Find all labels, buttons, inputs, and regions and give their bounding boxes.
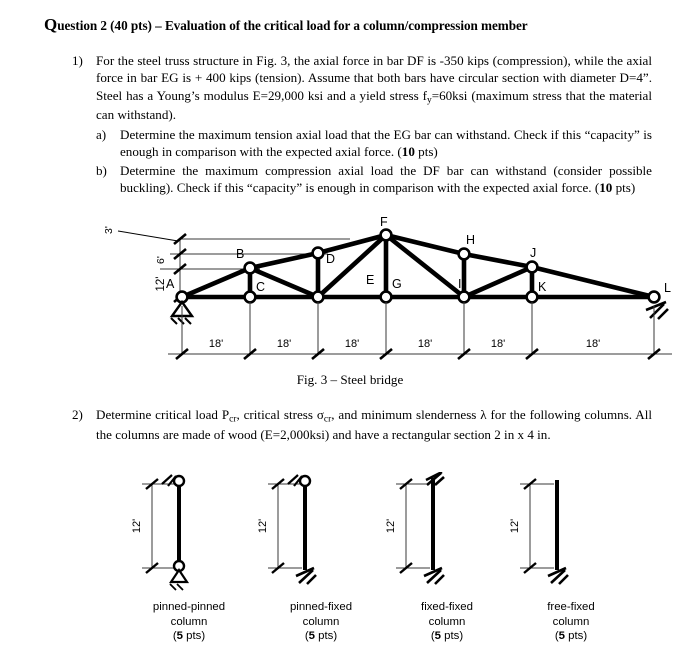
column-caption-row bbox=[0, 600, 700, 660]
span-dim-1: 18' bbox=[276, 338, 292, 350]
subscript-y: y bbox=[426, 94, 432, 105]
item-a-text-a: Determine the maximum tension axial load that the EG bar can withstand. Check if this “capacity” is enough in comparison with the expected axial force. ( bbox=[120, 127, 652, 160]
column-0-dim-label: 12' bbox=[131, 518, 143, 534]
subscript-cr-1: cr bbox=[229, 414, 237, 425]
title-dropcap: Q bbox=[44, 15, 58, 34]
column-caption-0 bbox=[114, 600, 264, 644]
column-2-dimension-line bbox=[396, 484, 430, 568]
node-label-B: B bbox=[236, 247, 245, 261]
dimension-leader-line bbox=[118, 231, 178, 241]
item-b-text-b: pts) bbox=[612, 180, 636, 196]
question-item-2 bbox=[72, 406, 652, 443]
item-b-points: 10 bbox=[599, 180, 613, 196]
node-label-I: I bbox=[458, 277, 462, 291]
item-1-text-b: =60ksi (maximum stress that the material can withstand). bbox=[96, 87, 652, 123]
column-1-name-line1: pinned-fixed bbox=[289, 601, 353, 613]
truss-vdim-1: 6' bbox=[155, 256, 167, 264]
column-diagrams bbox=[130, 472, 570, 597]
column-0-points-unit: pts) bbox=[182, 630, 206, 643]
fixed-support-l bbox=[646, 302, 668, 319]
node-label-A: A bbox=[166, 277, 175, 291]
column-diagram-fixed-fixed bbox=[385, 472, 444, 584]
column-0-bottom-hatch bbox=[170, 584, 183, 590]
column-1-dim-label: 12' bbox=[257, 518, 269, 534]
column-1-dimension-line bbox=[268, 484, 302, 568]
subscript-cr-2: cr bbox=[323, 414, 332, 425]
column-3-name-line2: column bbox=[552, 615, 590, 628]
node-label-H: H bbox=[466, 233, 476, 247]
span-dim-5: 18' bbox=[585, 338, 601, 350]
column-2-paren: ( bbox=[430, 630, 435, 643]
column-diagram-pinned-pinned bbox=[131, 475, 187, 590]
node-label-D: D bbox=[326, 252, 336, 266]
truss-vdim-0: 3' bbox=[103, 226, 115, 234]
question-item-1 bbox=[72, 52, 652, 124]
item-1-text-a: For the steel truss structure in Fig. 3, the axial force in bar DF is -350 kips (compression), while the axial force in bar EG is + 400 kips (tension). Assume that both bars have circular section with diameter D=4”. Steel has a Young’s modulus E=29,000 ksi and a yield stress f bbox=[96, 53, 652, 103]
column-1-points-unit: pts) bbox=[314, 630, 338, 643]
item-b-text-a: Determine the maximum compression axial load the DF bar can withstand (consider possible buckling). Check if this “capacity” is enough in comparison with the expected axial force. ( bbox=[120, 163, 652, 196]
question-item-1a bbox=[96, 126, 652, 161]
column-1-points-value: 5 bbox=[308, 630, 315, 643]
column-0-paren: ( bbox=[172, 630, 177, 643]
truss-vdim-2: 12' bbox=[155, 276, 167, 292]
node-label-G: G bbox=[392, 277, 402, 291]
figure-caption: Fig. 3 – Steel bridge bbox=[296, 372, 404, 387]
column-3-name-line1: free-fixed bbox=[547, 601, 595, 613]
column-0-points-value: 5 bbox=[176, 630, 183, 643]
item-a-text-b: pts) bbox=[414, 144, 438, 160]
item-2-text-c: , and minimum slenderness λ for the following columns. All the columns are made of wood (E=2,000ksi) and have a rectangular section 2 in x 4 in. bbox=[96, 407, 652, 442]
span-dim-3: 18' bbox=[417, 338, 433, 350]
title-text: uestion 2 (40 pts) – Evaluation of the critical load for a column/compression member bbox=[57, 18, 528, 33]
column-diagram-free-fixed bbox=[509, 479, 568, 584]
column-0-dimension-line bbox=[142, 484, 176, 568]
column-3-points-value: 5 bbox=[558, 630, 565, 643]
column-2-points-unit: pts) bbox=[440, 630, 464, 643]
column-2-name-line2: column bbox=[428, 615, 466, 628]
node-label-L: L bbox=[664, 281, 671, 295]
column-2-points-value: 5 bbox=[434, 630, 441, 643]
item-2-text-a: Determine critical load P bbox=[96, 407, 230, 422]
item-a-points: 10 bbox=[401, 144, 415, 160]
item-1-marker: 1) bbox=[72, 53, 83, 68]
column-0-name-line2: column bbox=[170, 615, 208, 628]
column-2-fixed-base bbox=[424, 568, 444, 584]
column-0-name-line1: pinned-pinned bbox=[152, 601, 226, 613]
item-b-body bbox=[120, 162, 652, 197]
item-a-marker: a) bbox=[96, 127, 107, 142]
item-2-text-b: , critical stress σ bbox=[236, 407, 324, 422]
node-label-K: K bbox=[538, 280, 547, 294]
column-3-dimension-line bbox=[520, 484, 554, 568]
column-3-points-unit: pts) bbox=[564, 630, 588, 643]
column-diagram-pinned-fixed bbox=[257, 475, 316, 584]
column-2-dim-label: 12' bbox=[385, 518, 397, 534]
column-3-dim-label: 12' bbox=[509, 518, 521, 534]
column-3-paren: ( bbox=[554, 630, 559, 643]
item-1-body bbox=[96, 52, 652, 124]
item-b-marker: b) bbox=[96, 163, 107, 178]
column-3-fixed-base bbox=[548, 568, 568, 584]
item-a-body bbox=[120, 126, 652, 161]
page-title bbox=[44, 16, 664, 34]
column-1-fixed-base bbox=[296, 568, 316, 584]
span-dim-4: 18' bbox=[490, 338, 506, 350]
question-item-1b bbox=[96, 162, 652, 197]
column-caption-3 bbox=[496, 600, 646, 644]
node-label-C: C bbox=[256, 280, 266, 294]
node-label-J: J bbox=[530, 246, 537, 260]
node-label-F: F bbox=[380, 215, 388, 229]
column-1-paren: ( bbox=[304, 630, 309, 643]
column-0-bottom-support bbox=[171, 570, 187, 582]
node-label-E: E bbox=[366, 273, 375, 287]
span-dim-2: 18' bbox=[344, 338, 360, 350]
column-0-points bbox=[114, 629, 264, 644]
column-3-points bbox=[496, 629, 646, 644]
item-2-marker: 2) bbox=[72, 407, 83, 422]
item-2-body bbox=[96, 406, 652, 443]
column-1-name-line2: column bbox=[302, 615, 340, 628]
span-dimension-labels bbox=[209, 338, 600, 350]
column-2-name-line1: fixed-fixed bbox=[421, 601, 473, 613]
span-dim-0: 18' bbox=[208, 338, 224, 350]
truss-diagram bbox=[60, 214, 700, 372]
